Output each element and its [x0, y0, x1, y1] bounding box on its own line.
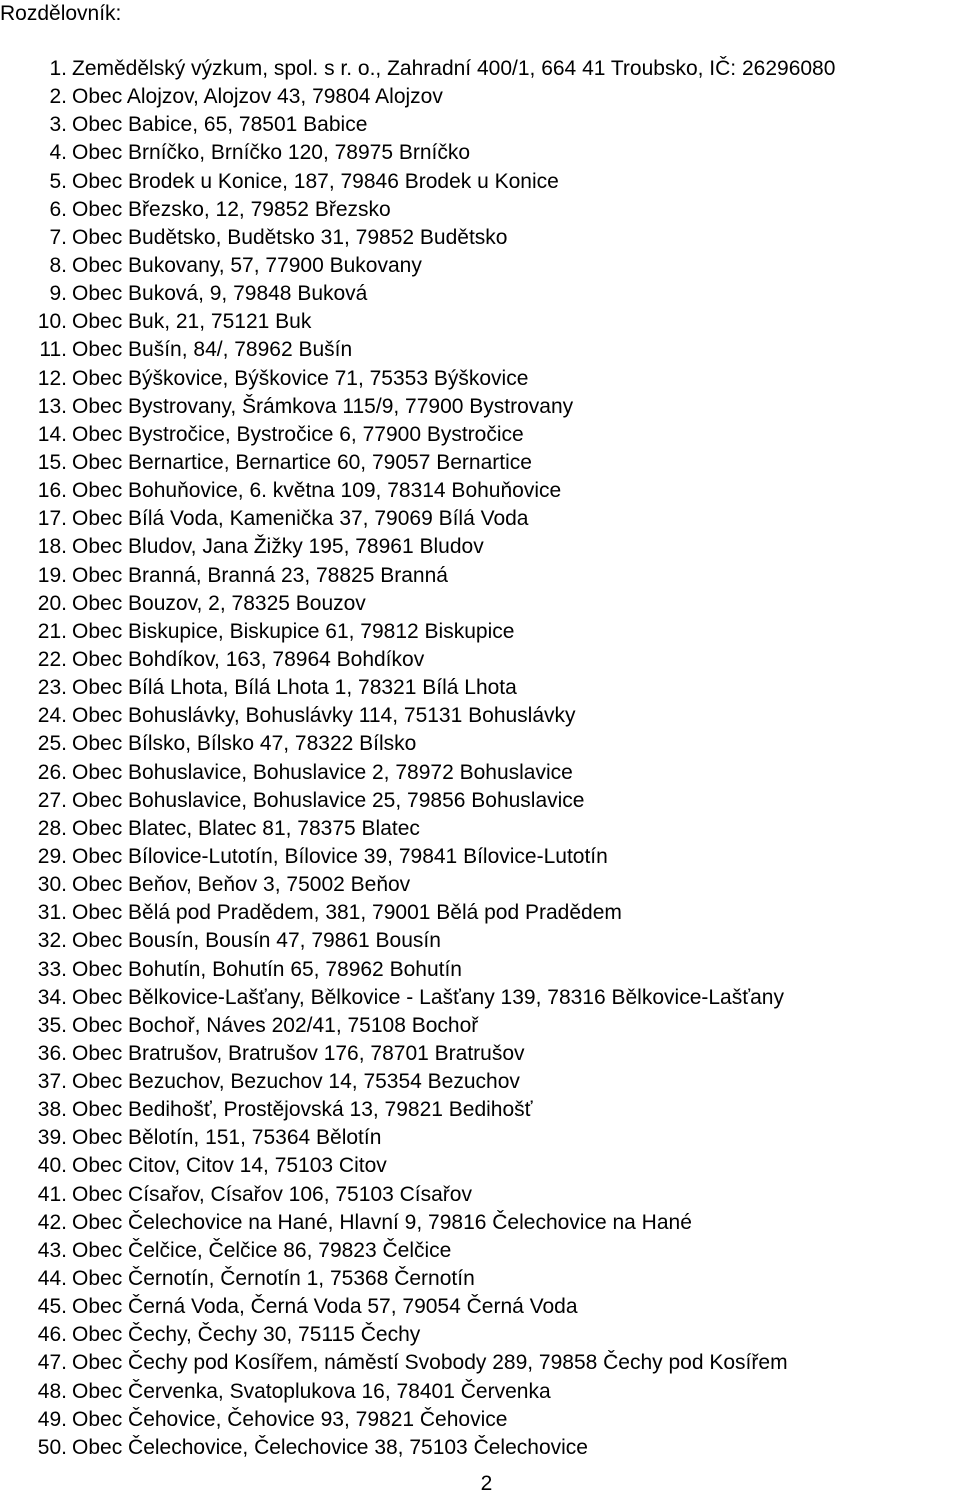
list-item-text: Obec Bratrušov, Bratrušov 176, 78701 Bratrušov: [72, 1041, 525, 1065]
list-item-number: 1.: [49, 57, 67, 80]
list-item-text: Obec Čehovice, Čehovice 93, 79821 Čehovice: [72, 1407, 508, 1431]
list-item-text: Obec Bohdíkov, 163, 78964 Bohdíkov: [72, 647, 425, 671]
list-item-number: 49.: [37, 1407, 67, 1431]
list-item-text: Obec Bílovice-Lutotín, Bílovice 39, 79841 Bílovice-Lutotín: [72, 844, 608, 868]
list-item-number: 44.: [37, 1267, 67, 1291]
list-item-text: Obec Babice, 65, 78501 Babice: [72, 113, 368, 137]
list-item-text: Zemědělský výzkum, spol. s r. o., Zahradní 400/1, 664 41 Troubsko, IČ: 26296080: [72, 57, 836, 80]
list-item-text: Obec Bludov, Jana Žižky 195, 78961 Bludov: [72, 535, 484, 559]
list-item-number: 5.: [49, 169, 67, 193]
list-item-number: 33.: [37, 957, 67, 981]
list-item-number: 40.: [37, 1154, 67, 1178]
list-item-number: 36.: [37, 1041, 67, 1065]
list-item-number: 38.: [37, 1098, 67, 1122]
list-item-text: Obec Buk, 21, 75121 Buk: [72, 310, 312, 334]
list-item-number: 8.: [49, 253, 67, 277]
list-item-number: 31.: [37, 901, 67, 925]
list-item-text: Obec Beňov, Beňov 3, 75002 Beňov: [72, 873, 411, 897]
list-item-text: Obec Bílá Voda, Kamenička 37, 79069 Bílá Voda: [72, 507, 529, 531]
list-item-number: 17.: [37, 507, 67, 531]
list-item-text: Obec Bílá Lhota, Bílá Lhota 1, 78321 Bílá Lhota: [72, 676, 517, 700]
list-item-text: Obec Bohutín, Bohutín 65, 78962 Bohutín: [72, 957, 462, 981]
list-item-text: Obec Bušín, 84/, 78962 Bušín: [72, 338, 353, 362]
list-item-text: Obec Bukovany, 57, 77900 Bukovany: [72, 253, 422, 277]
list-item-text: Obec Bochoř, Náves 202/41, 75108 Bochoř: [72, 1013, 479, 1037]
list-item-number: 13.: [37, 394, 67, 418]
list-item-text: Obec Bernartice, Bernartice 60, 79057 Bernartice: [72, 450, 532, 474]
list-item-text: Obec Čelechovice, Čelechovice 38, 75103 Čelechovice: [72, 1435, 588, 1459]
list-item-text: Obec Čelechovice na Hané, Hlavní 9, 79816 Čelechovice na Hané: [72, 1210, 692, 1234]
list-item-number: 2.: [49, 85, 67, 109]
list-item-text: Obec Černá Voda, Černá Voda 57, 79054 Černá Voda: [72, 1295, 578, 1319]
list-item-number: 23.: [37, 676, 67, 700]
list-item-number: 21.: [37, 619, 67, 643]
list-item-text: Obec Bohuslavice, Bohuslavice 2, 78972 Bohuslavice: [72, 760, 573, 784]
list-item-text: Obec Buková, 9, 79848 Buková: [72, 282, 368, 306]
list-item-number: 48.: [37, 1379, 67, 1403]
list-item-number: 22.: [37, 647, 67, 671]
list-item-number: 30.: [37, 873, 67, 897]
list-item-text: Obec Císařov, Císařov 106, 75103 Císařov: [72, 1182, 472, 1206]
list-item-number: 4.: [49, 141, 67, 165]
list-item-number: 24.: [37, 704, 67, 728]
list-item-number: 39.: [37, 1126, 67, 1150]
list-item-text: Obec Bohuňovice, 6. května 109, 78314 Bohuňovice: [72, 479, 562, 503]
list-item-number: 27.: [37, 788, 67, 812]
list-item-number: 26.: [37, 760, 67, 784]
list-item-text: Obec Blatec, Blatec 81, 78375 Blatec: [72, 816, 420, 840]
list-item-text: Obec Čelčice, Čelčice 86, 79823 Čelčice: [72, 1238, 452, 1262]
list-item-text: Obec Bystrovany, Šrámkova 115/9, 77900 Bystrovany: [72, 394, 574, 418]
list-item-number: 28.: [37, 816, 67, 840]
list-item-number: 29.: [37, 844, 67, 868]
list-item-text: Obec Branná, Branná 23, 78825 Branná: [72, 563, 448, 587]
list-item-number: 14.: [37, 422, 67, 446]
list-item-number: 9.: [49, 282, 67, 306]
list-item-number: 25.: [37, 732, 67, 756]
list-item-text: Obec Černotín, Černotín 1, 75368 Černotín: [72, 1267, 475, 1291]
list-item-number: 47.: [37, 1351, 67, 1375]
list-item-number: 7.: [49, 225, 67, 249]
page-title: Rozdělovník:: [0, 2, 122, 25]
list-item-text: Obec Bílsko, Bílsko 47, 78322 Bílsko: [72, 732, 417, 756]
list-item-number: 34.: [37, 985, 67, 1009]
list-item-text: Obec Brodek u Konice, 187, 79846 Brodek u Konice: [72, 169, 559, 193]
list-item-text: Obec Biskupice, Biskupice 61, 79812 Biskupice: [72, 619, 515, 643]
list-item-text: Obec Bělá pod Pradědem, 381, 79001 Bělá pod Pradědem: [72, 901, 622, 925]
list-item-number: 45.: [37, 1295, 67, 1319]
list-item-text: Obec Březsko, 12, 79852 Březsko: [72, 197, 391, 221]
list-item-number: 11.: [39, 338, 67, 362]
list-item-number: 32.: [37, 929, 67, 953]
list-item-number: 15.: [37, 450, 67, 474]
list-item-number: 37.: [37, 1070, 67, 1094]
list-item-text: Obec Bouzov, 2, 78325 Bouzov: [72, 591, 366, 615]
list-item-number: 18.: [37, 535, 67, 559]
list-item-number: 46.: [37, 1323, 67, 1347]
list-item-text: Obec Citov, Citov 14, 75103 Citov: [72, 1154, 387, 1178]
list-item-number: 41.: [37, 1182, 67, 1206]
list-item-text: Obec Bedihošť, Prostějovská 13, 79821 Bedihošť: [72, 1098, 533, 1122]
list-item-number: 42.: [37, 1210, 67, 1234]
list-item-number: 6.: [49, 197, 67, 221]
list-item-text: Obec Bohuslávky, Bohuslávky 114, 75131 Bohuslávky: [72, 704, 576, 728]
list-item-number: 10.: [37, 310, 67, 334]
list-item-number: 19.: [37, 563, 67, 587]
list-item-text: Obec Budětsko, Budětsko 31, 79852 Budětsko: [72, 225, 508, 249]
list-item-text: Obec Bystročice, Bystročice 6, 77900 Bystročice: [72, 422, 524, 446]
list-item-number: 3.: [49, 113, 67, 137]
list-item-number: 20.: [37, 591, 67, 615]
list-item-number: 12.: [37, 366, 67, 390]
list-item-text: Obec Bousín, Bousín 47, 79861 Bousín: [72, 929, 441, 953]
list-item-text: Obec Bezuchov, Bezuchov 14, 75354 Bezuchov: [72, 1070, 520, 1094]
list-item-text: Obec Brníčko, Brníčko 120, 78975 Brníčko: [72, 141, 471, 165]
list-item-text: Obec Bělkovice-Lašťany, Bělkovice - Lašťany 139, 78316 Bělkovice-Lašťany: [72, 985, 784, 1009]
list-item-number: 16.: [37, 479, 67, 503]
list-item-number: 50.: [37, 1435, 67, 1459]
list-item-text: Obec Čechy pod Kosířem, náměstí Svobody 289, 79858 Čechy pod Kosířem: [72, 1351, 788, 1375]
list-item-text: Obec Bělotín, 151, 75364 Bělotín: [72, 1126, 382, 1150]
list-item-text: Obec Čechy, Čechy 30, 75115 Čechy: [72, 1323, 421, 1347]
list-item-number: 43.: [37, 1238, 67, 1262]
list-item-number: 35.: [37, 1013, 67, 1037]
list-item-text: Obec Býškovice, Býškovice 71, 75353 Býškovice: [72, 366, 529, 390]
list-item-text: Obec Bohuslavice, Bohuslavice 25, 79856 Bohuslavice: [72, 788, 585, 812]
list-item-text: Obec Alojzov, Alojzov 43, 79804 Alojzov: [72, 85, 443, 109]
page-number: 2: [480, 1472, 493, 1495]
list-item-text: Obec Červenka, Svatoplukova 16, 78401 Červenka: [72, 1379, 551, 1403]
